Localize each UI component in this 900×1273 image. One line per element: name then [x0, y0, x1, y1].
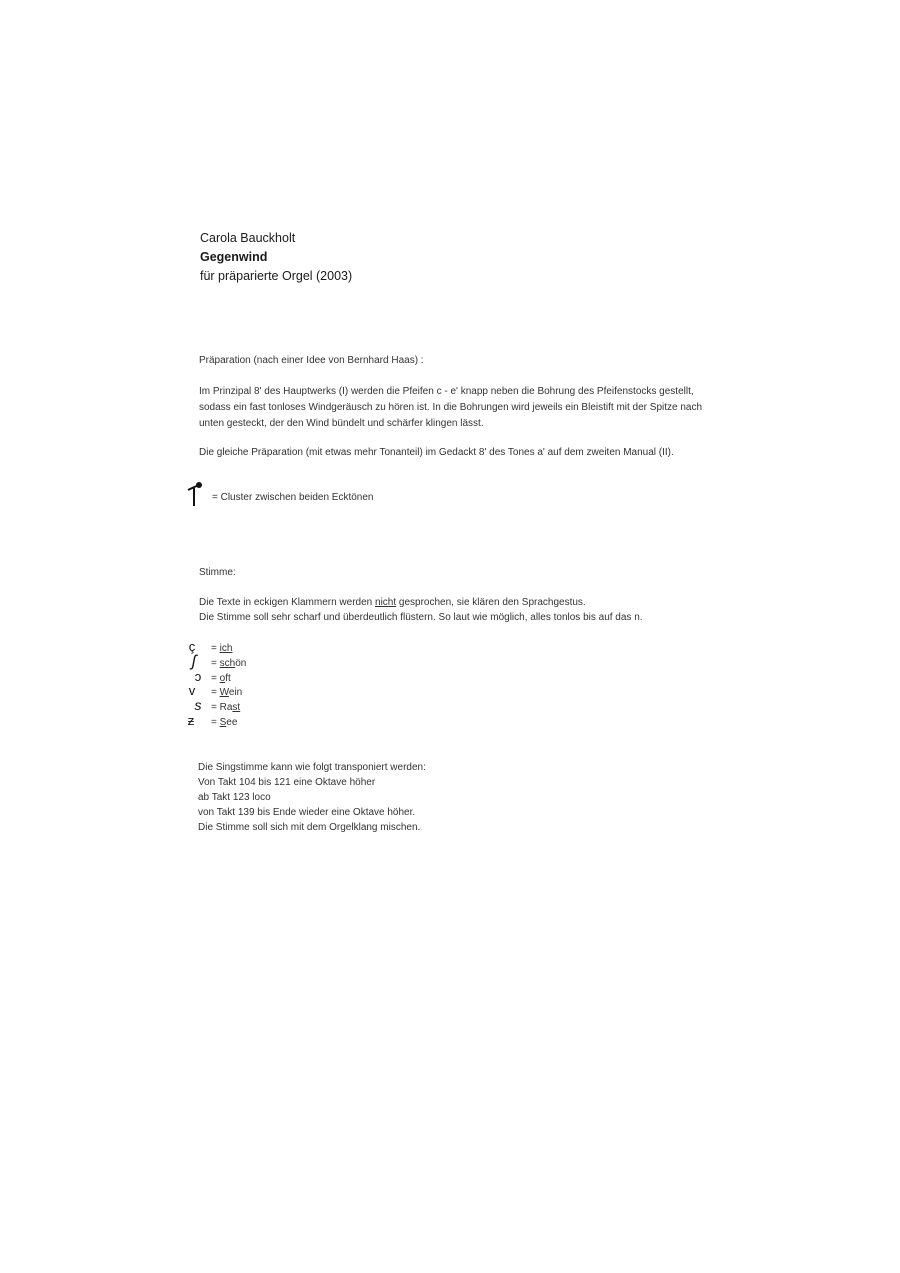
phoneme-symbol-icon: ʃ [191, 653, 197, 670]
text-segment: gesprochen, sie klären den Sprachgestus. [396, 597, 586, 608]
work-title: Gegenwind [200, 250, 268, 264]
transposition-line: Die Singstimme kann wie folgt transponiert werden: [198, 762, 426, 773]
transposition-line: ab Takt 123 loco [198, 792, 271, 803]
transposition-line: Die Stimme soll sich mit dem Orgelklang mischen. [198, 822, 421, 833]
preparation-text-line: unten gesteckt, der den Wind bündelt und schärfer klingen lässt. [199, 418, 484, 429]
phoneme-symbol-icon: s [194, 697, 202, 713]
phoneme-legend [211, 643, 232, 654]
preparation-text-line: sodass ein fast tonloses Windgeräusch zu hören ist. In die Bohrungen wird jeweils ein Bleistift mit der Spitze nach [199, 402, 703, 413]
phoneme-symbol-icon: ɔ [194, 669, 202, 684]
composer-name: Carola Bauckholt [200, 231, 296, 245]
preparation-second-manual: Die gleiche Präparation (mit etwas mehr Tonanteil) im Gedackt 8' des Tones a' auf dem zweiten Manual (II). [199, 447, 674, 458]
voice-text-line [199, 597, 586, 608]
underlined-sound: sch [219, 658, 236, 669]
text-segment: ee [226, 717, 238, 728]
phoneme-legend [211, 658, 246, 669]
phoneme-symbol-icon: ƶ [187, 713, 195, 728]
underlined-sound: o [219, 673, 226, 684]
text-segment: = Ra [211, 702, 233, 713]
text-segment: ft [225, 673, 231, 684]
underlined-sound: ich [219, 643, 233, 654]
preparation-heading: Präparation (nach einer Idee von Bernhard Haas) : [199, 355, 424, 366]
text-segment: ön [235, 658, 247, 669]
underlined-sound: st [232, 702, 241, 713]
transposition-line: Von Takt 104 bis 121 eine Oktave höher [198, 777, 376, 788]
text-segment: = [211, 673, 220, 684]
underlined-word: nicht [375, 597, 397, 608]
text-segment: = [211, 643, 220, 654]
text-segment: ein [228, 687, 243, 698]
voice-heading: Stimme: [199, 567, 236, 578]
preparation-text-line: Im Prinzipal 8' des Hauptwerks (I) werden die Pfeifen c - e' knapp neben die Bohrung des Pfeifenstocks gestellt, [199, 386, 694, 397]
cluster-symbol-icon [186, 481, 204, 507]
phoneme-symbol-icon: v [188, 683, 196, 698]
phoneme-legend [211, 717, 237, 728]
work-subtitle: für präparierte Orgel (2003) [200, 269, 353, 283]
cluster-legend: = Cluster zwischen beiden Ecktönen [212, 492, 374, 503]
phoneme-symbol-icon: ç [188, 639, 196, 654]
phoneme-legend [211, 687, 242, 698]
phoneme-legend [211, 673, 231, 684]
text-segment: = [211, 658, 220, 669]
text-segment: = [211, 687, 220, 698]
phoneme-legend [211, 702, 240, 713]
text-segment: Die Texte in eckigen Klammern werden [199, 597, 376, 608]
underlined-sound: W [219, 687, 229, 698]
text-segment: = [211, 717, 220, 728]
voice-text-line: Die Stimme soll sehr scharf und überdeutlich flüstern. So laut wie möglich, alles tonlos bis auf das n. [199, 612, 643, 623]
underlined-sound: S [219, 717, 227, 728]
transposition-line: von Takt 139 bis Ende wieder eine Oktave höher. [198, 807, 416, 818]
